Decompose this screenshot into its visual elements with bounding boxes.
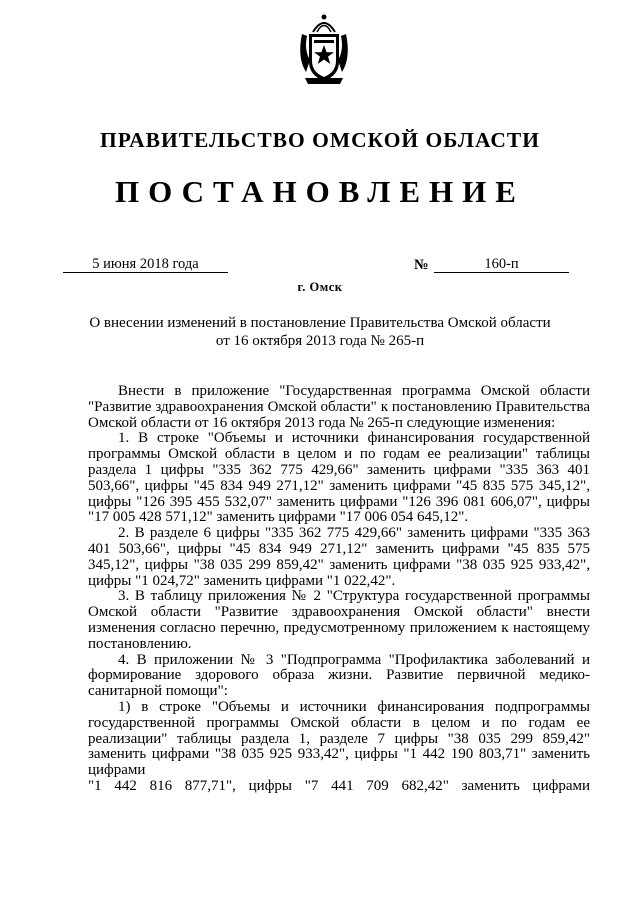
number-label: № bbox=[414, 257, 429, 273]
document-body bbox=[88, 384, 590, 795]
organization-title: ПРАВИТЕЛЬСТВО ОМСКОЙ ОБЛАСТИ bbox=[100, 128, 540, 152]
coat-of-arms-icon bbox=[295, 12, 353, 88]
item-1-paragraph: 1. В строке "Объемы и источники финансирования государственной программы Омской области в целом и по годам ее реализации" таблицы раздела 1 цифры "335 362 775 429,66" заменить цифрами "335 363 401 503,66", цифры "45 834 949 271,12" заменить цифрами "45 835 575 345,12", цифры "126 395 455 532,07" заменить цифрами "126 396 081 606,07", цифры "17 005 428 571,12" заменить цифрами "17 006 054 645,12". bbox=[88, 430, 590, 526]
document-type-title: ПОСТАНОВЛЕНИЕ bbox=[115, 174, 525, 209]
document-subject bbox=[70, 314, 570, 350]
document-number: 160-п bbox=[434, 256, 569, 273]
item-4-1-paragraph: 1) в строке "Объемы и источники финансирования подпрограммы государственной программы Омской области в целом и по годам ее реализации" таблицы раздела 1, разделе 7 цифры "38 035 299 859,42" заменить цифрами "38 035 925 933,42", цифры "1 442 190 803,71" заменить цифрами bbox=[88, 698, 590, 779]
subject-line-1: О внесении изменений в постановление Правительства Омской области bbox=[89, 315, 551, 331]
item-2-paragraph: 2. В разделе 6 цифры "335 362 775 429,66" заменить цифрами "335 363 401 503,66", цифры "45 834 949 271,12" заменить цифрами "45 835 575 345,12", цифры "38 035 299 859,42" заменить цифрами "38 035 925 933,42", цифры "1 024,72" заменить цифрами "1 022,42". bbox=[88, 525, 590, 589]
city-label: г. Омск bbox=[297, 280, 343, 294]
document-date: 5 июня 2018 года bbox=[63, 256, 228, 273]
item-4-paragraph: 4. В приложении № 3 "Подпрограмма "Профилактика заболеваний и формирование здорового образа жизни. Развитие первичной медико-санитарной помощи": bbox=[88, 651, 590, 700]
item-3-paragraph: 3. В таблицу приложения № 2 "Структура государственной программы Омской области "Развитие здравоохранения Омской области" внести изменения согласно перечню, предусмотренному приложением к настоящему постановлению. bbox=[88, 588, 590, 652]
intro-paragraph: Внести в приложение "Государственная программа Омской области "Развитие здравоохранения Омской области" к постановлению Правительства Омской области от 16 октября 2013 года № 265-п следующие изменения: bbox=[88, 383, 590, 431]
subject-line-2: от 16 октября 2013 года № 265-п bbox=[215, 333, 425, 349]
item-4-1-continuation: "1 442 816 877,71", цифры "7 441 709 682,42" заменить цифрами bbox=[88, 777, 590, 794]
